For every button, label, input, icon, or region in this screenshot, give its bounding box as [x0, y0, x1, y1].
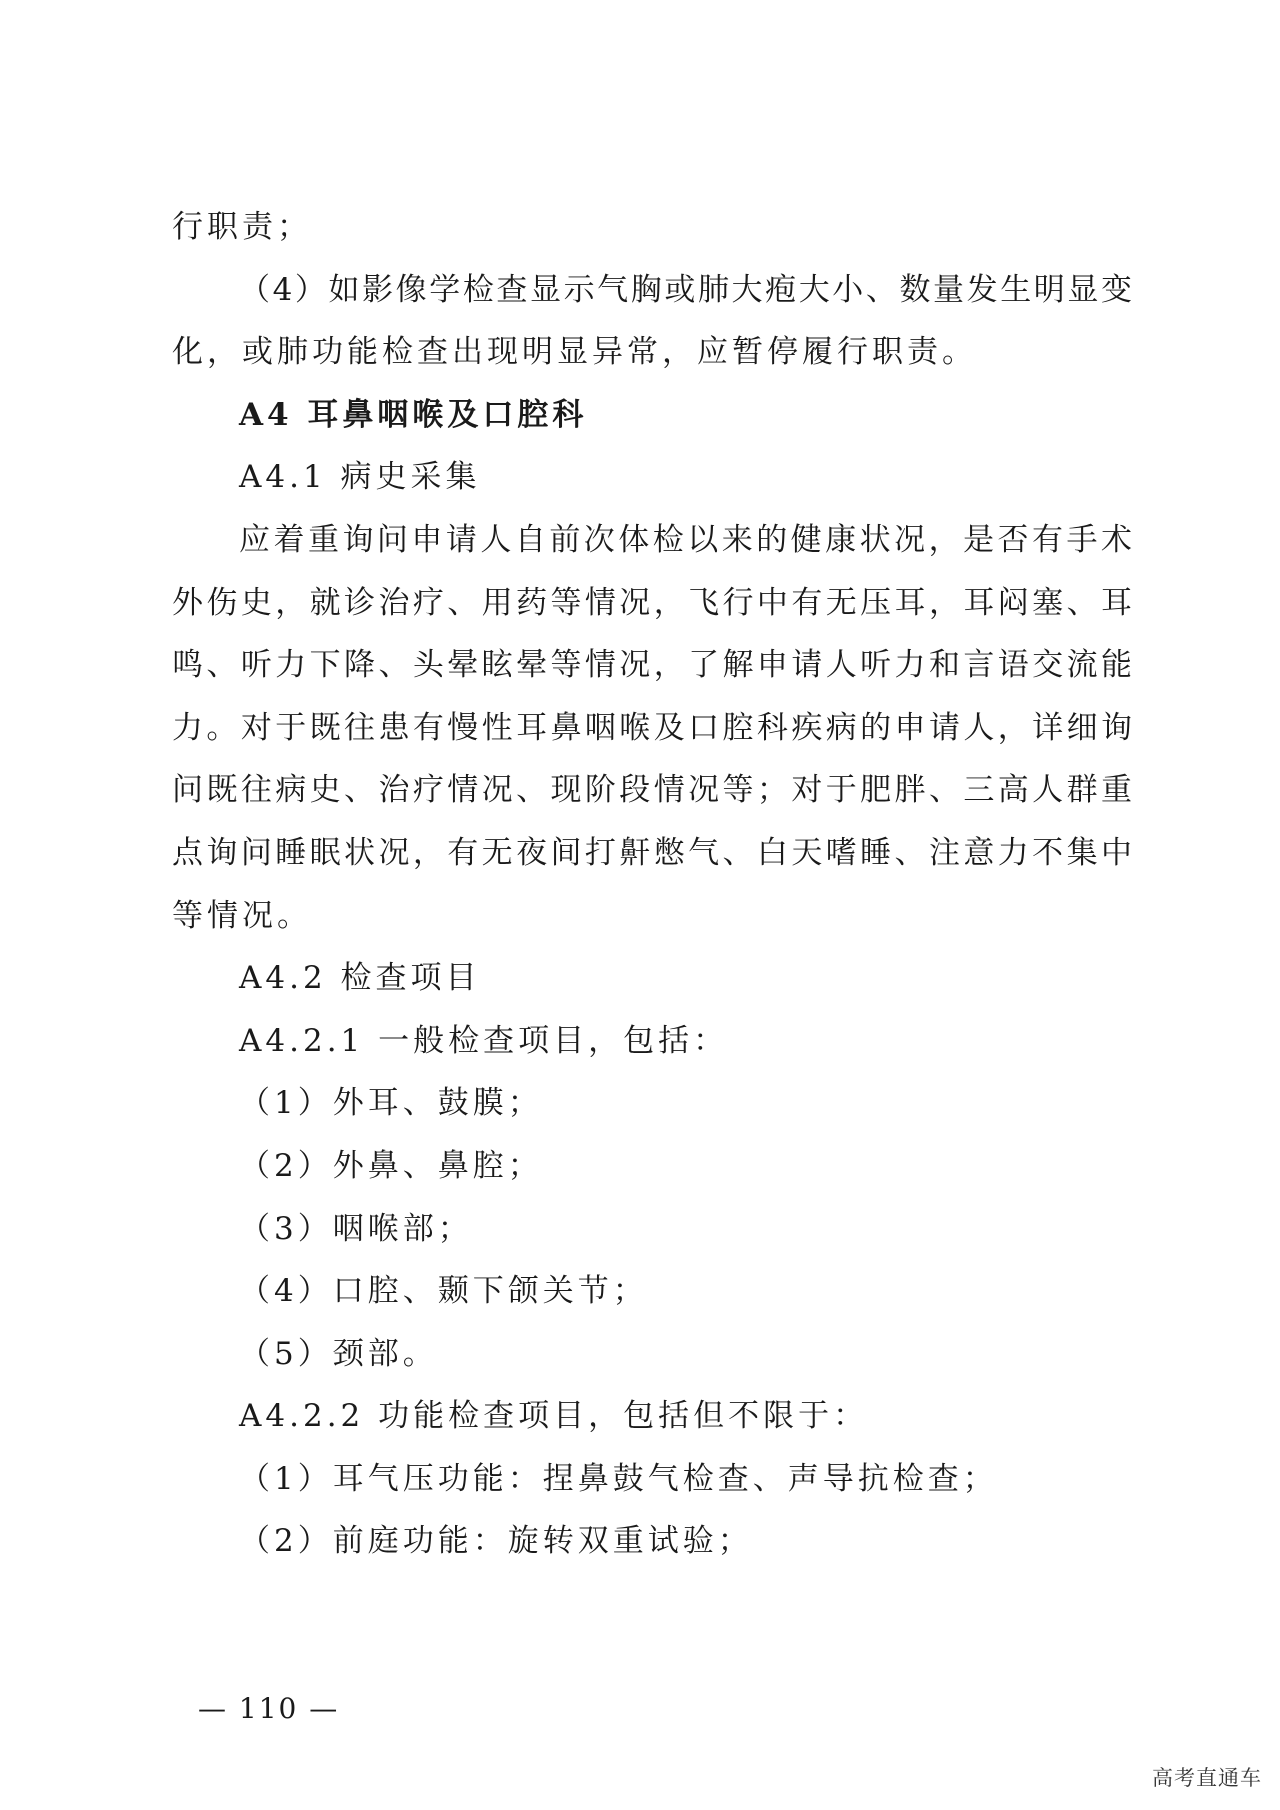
list-item: （5）颈部。: [239, 1335, 438, 1372]
subsection-heading: A4.1 病史采集: [239, 459, 481, 496]
list-item: （2）外鼻、鼻腔；: [239, 1147, 543, 1184]
subsection-heading: A4.2 检查项目: [239, 960, 481, 997]
list-item: （1）耳气压功能：捏鼻鼓气检查、声导抗检查；: [239, 1460, 998, 1497]
list-item: （1）外耳、鼓膜；: [239, 1085, 543, 1122]
watermark: 高考直通车: [1152, 1766, 1262, 1790]
paragraph-line: 力。对于既往患有慢性耳鼻咽喉及口腔科疾病的申请人，详细询: [172, 709, 1132, 746]
paragraph-line: 点询问睡眠状况，有无夜间打鼾憋气、白天嗜睡、注意力不集中: [172, 834, 1132, 871]
list-item: （2）前庭功能：旋转双重试验；: [239, 1523, 753, 1560]
paragraph-line: 问既往病史、治疗情况、现阶段情况等；对于肥胖、三高人群重: [172, 772, 1132, 809]
section-heading: A4 耳鼻咽喉及口腔科: [239, 396, 588, 433]
page-number: — 110 —: [198, 1692, 340, 1725]
paragraph-line: （4）如影像学检查显示气胸或肺大疱大小、数量发生明显变: [239, 271, 1132, 308]
item-heading: A4.2.2 功能检查项目，包括但不限于：: [239, 1398, 869, 1435]
item-heading: A4.2.1 一般检查项目，包括：: [239, 1022, 729, 1059]
paragraph-line: 鸣、听力下降、头晕眩晕等情况，了解申请人听力和言语交流能: [172, 647, 1132, 684]
document-body: [172, 196, 1132, 1573]
text-line: 等情况。: [172, 897, 312, 934]
paragraph-line: 外伤史，就诊治疗、用药等情况，飞行中有无压耳，耳闷塞、耳: [172, 584, 1132, 621]
text-line: 化，或肺功能检查出现明显异常，应暂停履行职责。: [172, 334, 977, 371]
paragraph-line: 应着重询问申请人自前次体检以来的健康状况，是否有手术: [239, 521, 1132, 558]
text-line: 行职责；: [172, 209, 312, 245]
list-item: （3）咽喉部；: [239, 1210, 473, 1247]
list-item: （4）口腔、颞下颌关节；: [239, 1273, 648, 1310]
